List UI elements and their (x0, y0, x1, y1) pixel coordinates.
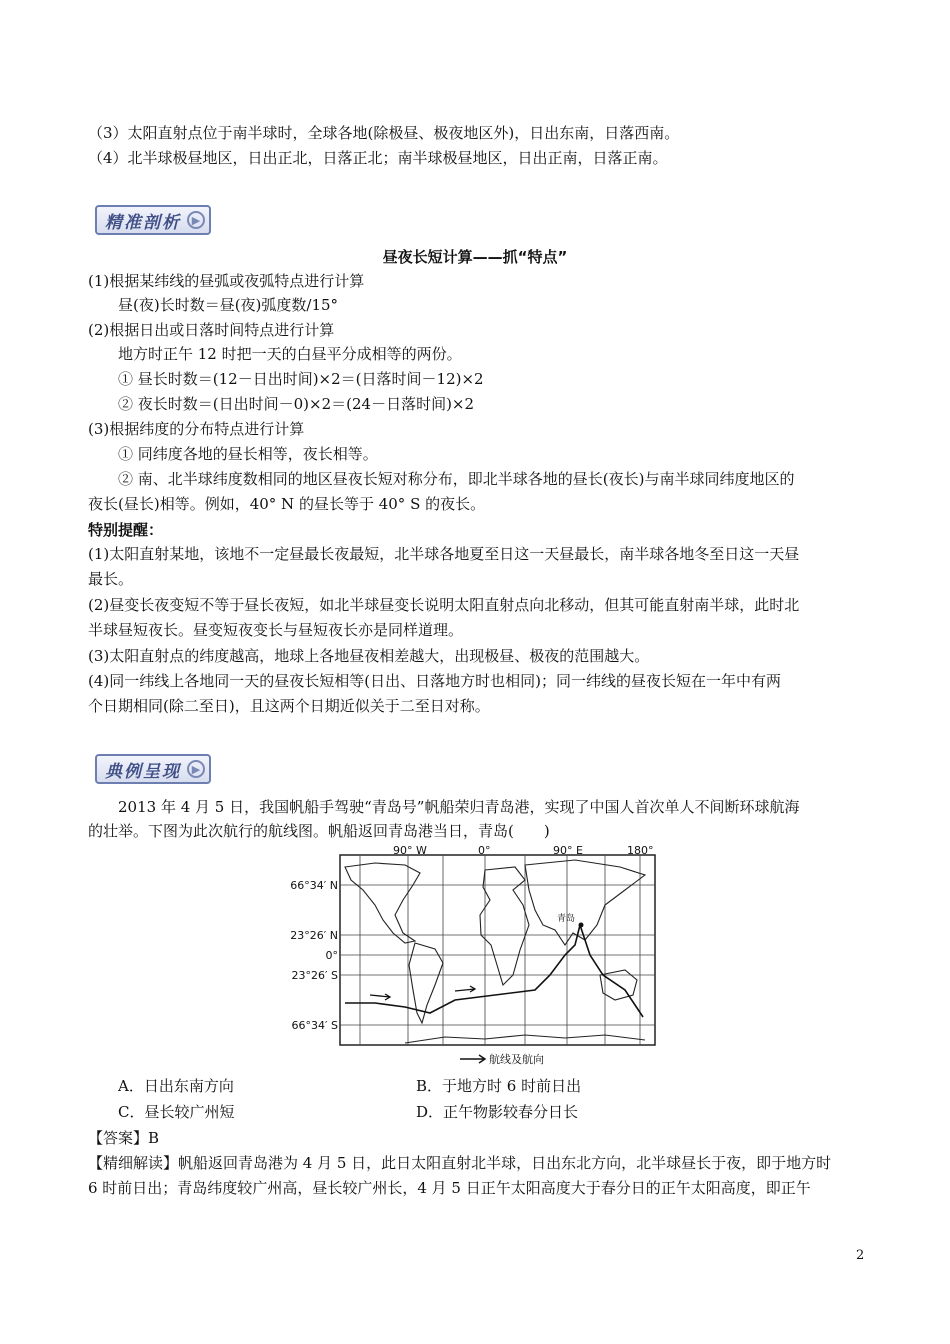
legend-arrow-icon (460, 1055, 485, 1063)
analysis-line: 6 时前日出；青岛纬度较广州高，昼长较广州长，4 月 5 日正午太阳高度大于春分日的正午太阳高度，即正午 (88, 1179, 811, 1197)
play-arrow-icon: ▶ (187, 760, 205, 778)
section-title: 昼夜长短计算——抓“特点” (382, 248, 568, 266)
example-text: 的壮举。下图为此次航行的航线图。帆船返回青岛港当日，青岛( ) (88, 822, 550, 840)
intro-line-3: （3）太阳直射点位于南半球时，全球各地(除极昼、极夜地区外)，日出东南，日落西南。 (88, 124, 680, 142)
calc-line: (1)根据某纬线的昼弧或夜弧特点进行计算 (88, 272, 365, 290)
lat-label: 23°26′ S (291, 969, 338, 982)
badge-label: 典例呈现 (105, 761, 181, 782)
option-b: B．于地方时 6 时前日出 (416, 1077, 582, 1095)
section-badge-analysis (95, 205, 211, 235)
option-d: D．正午物影较春分日长 (416, 1103, 579, 1121)
calc-line: ① 昼长时数＝(12－日出时间)×2＝(日落时间－12)×2 (118, 370, 484, 388)
tip-line: (4)同一纬线上各地同一天的昼夜长短相等(日出、日落地方时也相同)；同一纬线的昼夜长短在一年中有两 (88, 672, 781, 690)
example-text: 2013 年 4 月 5 日，我国帆船手驾驶“青岛号”帆船荣归青岛港，实现了中国人首次单人不间断环球航海 (118, 798, 800, 816)
legend-label: 航线及航向 (489, 1053, 544, 1066)
tip-line: 半球昼短夜长。昼变短夜变长与昼短夜长亦是同样道理。 (88, 621, 464, 639)
city-label: 青岛 (557, 914, 576, 924)
tip-line: 最长。 (88, 570, 134, 588)
calc-line: ② 夜长时数＝(日出时间－0)×2＝(24－日落时间)×2 (118, 395, 475, 413)
lat-label: 66°34′ S (291, 1019, 338, 1032)
option-c: C．昼长较广州短 (118, 1103, 235, 1121)
badge-label: 精准剖析 (105, 212, 181, 233)
top-label: 180° (627, 845, 654, 857)
tip-line: (2)昼变长夜变短不等于昼长夜短，如北半球昼变长说明太阳直射点向北移动，但其可能直射南半球，此时北 (88, 596, 800, 614)
play-arrow-icon: ▶ (187, 211, 205, 229)
top-label: 0° (478, 845, 491, 857)
calc-line: 夜长(昼长)相等。例如，40° N 的昼长等于 40° S 的夜长。 (88, 495, 486, 513)
tips-heading: 特别提醒： (88, 521, 164, 539)
tip-line: (3)太阳直射点的纬度越高，地球上各地昼夜相差越大，出现极昼、极夜的范围越大。 (88, 647, 650, 665)
top-label: 90° E (553, 845, 583, 857)
intro-line-4: （4）北半球极昼地区，日出正北，日落正北；南半球极昼地区，日出正南，日落正南。 (88, 149, 668, 167)
tip-line: 个日期相同(除二至日)，且这两个日期近似关于二至日对称。 (88, 697, 490, 715)
tip-line: (1)太阳直射某地，该地不一定昼最长夜最短，北半球各地夏至日这一天昼最长，南半球各地冬至日这一天昼 (88, 545, 800, 563)
analysis-line: 【精细解读】帆船返回青岛港为 4 月 5 日，此日太阳直射北半球，日出东北方向，北半球昼长于夜，即于地方时 (88, 1154, 832, 1172)
calc-line: ① 同纬度各地的昼长相等，夜长相等。 (118, 445, 378, 463)
calc-line: 昼(夜)长时数＝昼(夜)弧度数/15° (118, 296, 339, 314)
qingdao-marker (579, 923, 584, 928)
map-frame (340, 855, 655, 1045)
calc-line: 地方时正午 12 时把一天的白昼平分成相等的两份。 (118, 345, 462, 363)
calc-line: ② 南、北半球纬度数相同的地区昼夜长短对称分布，即北半球各地的昼长(夜长)与南半球同纬度地区的 (118, 470, 795, 488)
option-a: A．日出东南方向 (118, 1077, 234, 1095)
top-label: 90° W (393, 845, 427, 857)
route-map (285, 845, 665, 1070)
answer: 【答案】B (88, 1129, 160, 1147)
calc-line: (3)根据纬度的分布特点进行计算 (88, 420, 305, 438)
calc-line: (2)根据日出或日落时间特点进行计算 (88, 321, 335, 339)
lat-label: 23°26′ N (290, 929, 338, 942)
lat-label: 0° (325, 949, 338, 962)
lat-label: 66°34′ N (290, 879, 338, 892)
page-number: 2 (856, 1248, 865, 1263)
section-badge-example (95, 754, 211, 784)
